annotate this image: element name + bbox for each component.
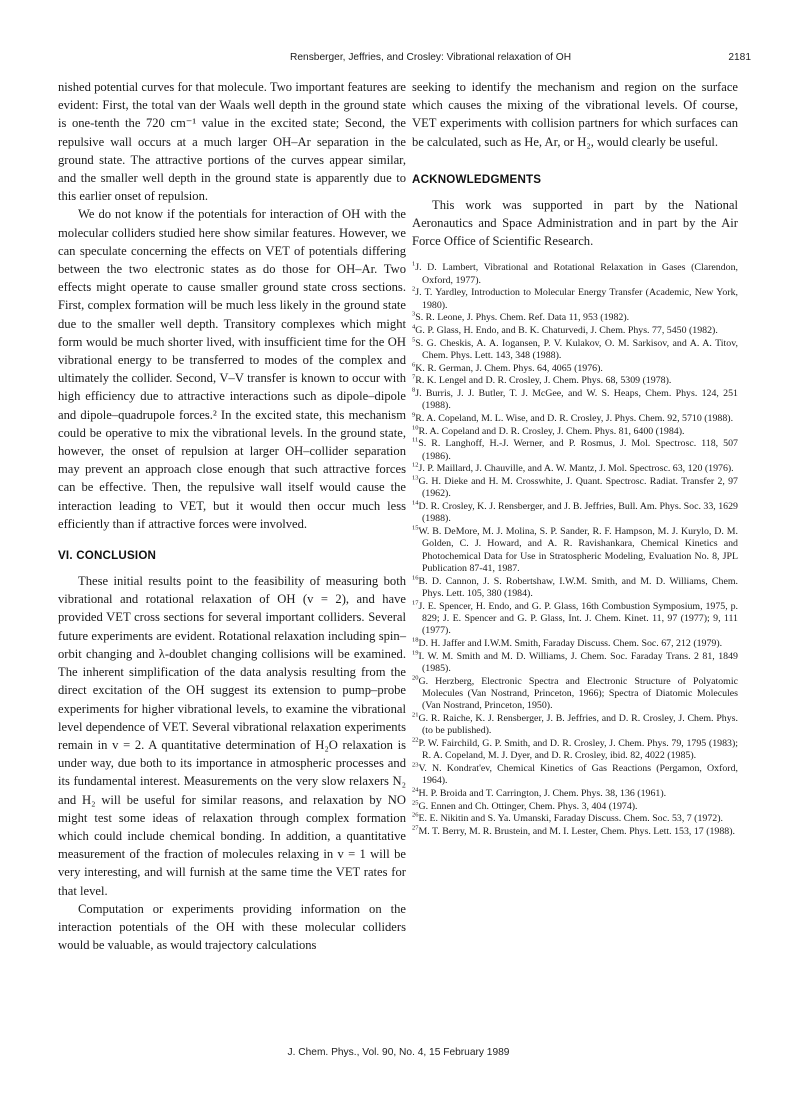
reference-number: 20 [412,674,419,682]
reference-number: 27 [412,824,419,832]
reference-item [412,438,738,463]
reference-text: S. R. Leone, J. Phys. Chem. Ref. Data 11, 953 (1982). [415,312,630,324]
reference-item [412,601,738,638]
section-heading-acknowledgments: ACKNOWLEDGMENTS [412,172,542,186]
reference-text: J. D. Lambert, Vibrational and Rotational Relaxation in Gases (Clarendon, Oxford, 1977). [415,262,738,286]
reference-text: D. R. Crosley, K. J. Rensberger, and J. B. Jeffries, Bull. Am. Phys. Soc. 33, 1629 (1988). [418,501,738,525]
reference-item [412,651,738,676]
body-paragraph-4: Computation or experiments providing information on the interaction potentials of the OH with these molecular colliders would be valuable, as would trajectory calculations [58,901,406,953]
reference-number: 23 [412,761,419,769]
reference-number: 10 [412,424,419,432]
reference-text: H. P. Broida and T. Carrington, J. Chem. Phys. 38, 136 (1961). [418,787,667,799]
reference-item [412,676,738,713]
reference-item [412,826,738,838]
reference-number: 17 [412,599,419,607]
reference-text: D. H. Jaffer and I.W.M. Smith, Faraday Discuss. Chem. Soc. 67, 212 (1979). [418,637,723,649]
reference-item [412,262,738,287]
reference-item [412,801,738,813]
reference-number: 18 [412,636,419,644]
reference-text: K. R. German, J. Chem. Phys. 64, 4065 (1976). [415,362,603,374]
reference-item [412,576,738,601]
body-paragraph-1: nished potential curves for that molecule. Two important features are evident: First, the total van der Waals well depth in the ground state is one-tenth the 720 cm⁻¹ value in the excited state; Second, the repulsive wall occurs at a much larger OH–Ar separation in the ground state. The attractive portions of the curves appear similar, and the smaller well depth in the ground state is apparently due to this earlier onset of repulsion. [58,80,406,204]
reference-item [412,388,738,413]
reference-text: G. P. Glass, H. Endo, and B. K. Chaturvedi, J. Chem. Phys. 77, 5450 (1982). [415,325,718,337]
reference-item [412,501,738,526]
reference-text: G. Ennen and Ch. Ottinger, Chem. Phys. 3, 404 (1974). [418,800,638,812]
reference-text: B. D. Cannon, J. S. Robertshaw, I.W.M. Smith, and M. D. Williams, Chem. Phys. Lett. 105, 380 (1984). [418,575,738,599]
reference-text: S. R. Langhoff, H.-J. Werner, and P. Rosmus, J. Mol. Spectrosc. 118, 507 (1986). [418,438,738,462]
section-heading-conclusion: VI. CONCLUSION [58,549,157,563]
reference-text: J. P. Maillard, J. Chauville, and A. W. Mantz, J. Mol. Spectrosc. 63, 120 (1976). [418,463,734,475]
right-column [412,78,738,839]
reference-item [412,312,738,324]
reference-item [412,763,738,788]
reference-item [412,476,738,501]
reference-number: 25 [412,799,419,807]
acknowledgments-text: This work was supported in part by the National Aeronautics and Space Administration and in part by the Air Force Office of Scientific Research. [412,197,738,249]
reference-number: 6 [412,361,416,369]
reference-item [412,526,738,575]
reference-item [412,338,738,363]
reference-text: R. K. Lengel and D. R. Crosley, J. Chem. Phys. 68, 5309 (1978). [415,375,672,387]
journal-footer: J. Chem. Phys., Vol. 90, No. 4, 15 February 1989 [287,1047,510,1058]
reference-number: 5 [412,336,416,344]
reference-number: 9 [412,411,416,419]
reference-text: G. H. Dieke and H. M. Crosswhite, J. Quant. Spectrosc. Radiat. Transfer 2, 97 (1962). [418,476,738,500]
reference-number: 11 [412,437,419,445]
reference-number: 24 [412,786,419,794]
reference-number: 1 [412,261,416,269]
reference-item [412,788,738,800]
reference-item [412,426,738,438]
reference-text: J. T. Yardley, Introduction to Molecular Energy Transfer (Academic, New York, 1980). [415,287,738,311]
reference-number: 2 [412,286,416,294]
reference-text: J. E. Spencer, H. Endo, and G. P. Glass, 16th Combustion Symposium, 1975, p. 829; J. E. Spencer and G. P. Glass, Int. J. Chem. Kinet. 11, 97 (1977); 9, 111 (1977). [418,600,738,637]
reference-item [412,638,738,650]
reference-number: 16 [412,574,419,582]
reference-number: 13 [412,474,419,482]
reference-number: 22 [412,736,419,744]
reference-text: W. B. DeMore, M. J. Molina, S. P. Sander, R. F. Hampson, M. J. Kurylo, D. M. Golden, C. J. Howard, and A. R. Ravishankara, Chemical Kinetics and Photochemical Data for Use in Stratospheric Modeling, Evaluation No. 8, JPL Publication 87-41, 1987. [418,526,738,575]
left-column [58,78,406,954]
reference-text: G. R. Raiche, K. J. Rensberger, J. B. Jeffries, and D. R. Crosley, J. Chem. Phys. (to be published). [418,712,738,737]
body-paragraph-2: We do not know if the potentials for interaction of OH with the molecular colliders studied here show similar features. However, we can speculate concerning the effects on VET of potentials differing between the two electronic states as do those for OH–Ar. Two effects might operate to cause smaller ground state cross sections. First, complex formation will be much less likely in the ground state due to the smaller well depth. Transitory complexes which might form would be much shorter lived, with insufficient time for the OH vibrational energy to be transferred to modes of the complex and ultimately the collider. Second, V–V transfer is known to occur with high efficiency due to attractive interactions such as dipole–dipole and dipole–quadrupole forces.² In the excited state, this mechanism could be operative to mix the vibrational levels. In the ground state, however, the onset of repulsion at larger OH–collider separation may prevent an approach close enough that such attractive forces can be effective. Then, the repulsive wall itself would cause the interaction leading to VET, but it would then occur much less efficiently than if attractive forces were involved. [58,207,406,531]
reference-number: 12 [412,462,419,470]
reference-item [412,413,738,425]
reference-item [412,713,738,738]
reference-text: M. T. Berry, M. R. Brustein, and M. I. Lester, Chem. Phys. Lett. 153, 17 (1988). [418,825,735,837]
reference-item [412,363,738,375]
page-number: 2181 [728,52,751,63]
reference-item [412,463,738,475]
reference-text: R. A. Copeland, M. L. Wise, and D. R. Crosley, J. Phys. Chem. 92, 5710 (1988). [415,413,734,425]
body-paragraph-3: These initial results point to the feasibility of measuring both vibrational and rotational relaxation of OH (v = 2), and have provided VET cross sections for several important colliders. Several future experiments are evident. Rotational relaxation including spin–orbit changing and λ-doublet changing collisions will be examined. The inherent simplification of the data analysis resulting from the direct excitation of the OH suggest its extension to pump–probe experiments for higher vibrational levels, to examine the vibrational level dependence of VET. Several vibrational relaxation experiments remain in v = 2. A quantitative determination of H₂O relaxation is under way, due both to its importance in atmospheric processes and its fundamental interest. Measurements on the very slow relaxers N₂ and H₂ will be useful for similar reasons, and relaxation by NO might test some ideas of relaxation through complex formation which could include chemical bonding. In addition, a quantitative measurement of the fraction of molecules relaxing in v = 1 will be very interesting, and will furnish at the same time the VET rates for that level. [58,574,406,898]
reference-text: G. Herzberg, Electronic Spectra and Electronic Structure of Polyatomic Molecules (Van Nostrand, Princeton, 1966); Spectra of Diatomic Molecules (Van Nostrand, Princeton, 1950). [418,675,738,712]
body-paragraph-5: seeking to identify the mechanism and region on the surface which causes the mixing of the vibrational levels. Of course, VET experiments with collision partners for which surfaces can be calculated, such as He, Ar, or H₂, would clearly be useful. [412,80,738,149]
reference-item [412,375,738,387]
reference-number: 3 [412,311,416,319]
running-title: Rensberger, Jeffries, and Crosley: Vibrational relaxation of OH [290,52,572,63]
reference-text: S. G. Cheskis, A. A. Iogansen, P. V. Kulakov, O. M. Sarkisov, and A. A. Titov, Chem. Phys. Lett. 143, 348 (1988). [415,337,738,362]
reference-number: 15 [412,524,419,532]
reference-number: 8 [412,386,416,394]
reference-number: 19 [412,649,419,657]
reference-item [412,813,738,825]
reference-text: V. N. Kondrat'ev, Chemical Kinetics of Gas Reactions (Pergamon, Oxford, 1964). [418,762,738,787]
reference-text: J. Burris, J. J. Butler, T. J. McGee, and W. S. Heaps, Chem. Phys. 124, 251 (1988). [415,388,738,412]
reference-text: I. W. M. Smith and M. D. Williams, J. Chem. Soc. Faraday Trans. 2 81, 1849 (1985). [418,650,738,674]
reference-number: 14 [412,499,419,507]
reference-text: E. E. Nikitin and S. Ya. Umanski, Faraday Discuss. Chem. Soc. 53, 7 (1972). [418,813,723,825]
reference-item [412,738,738,763]
reference-item [412,287,738,312]
reference-number: 7 [412,374,416,382]
reference-number: 21 [412,711,419,719]
reference-number: 26 [412,811,419,819]
reference-text: R. A. Copeland and D. R. Crosley, J. Chem. Phys. 81, 6400 (1984). [418,425,685,437]
reference-text: P. W. Fairchild, G. P. Smith, and D. R. Crosley, J. Chem. Phys. 79, 1795 (1983); R. A. Copeland, M. J. Dyer, and D. R. Crosley, ibid. 82, 4022 (1985). [418,737,738,762]
reference-number: 4 [412,323,416,331]
reference-item [412,325,738,337]
reference-list [412,262,738,838]
